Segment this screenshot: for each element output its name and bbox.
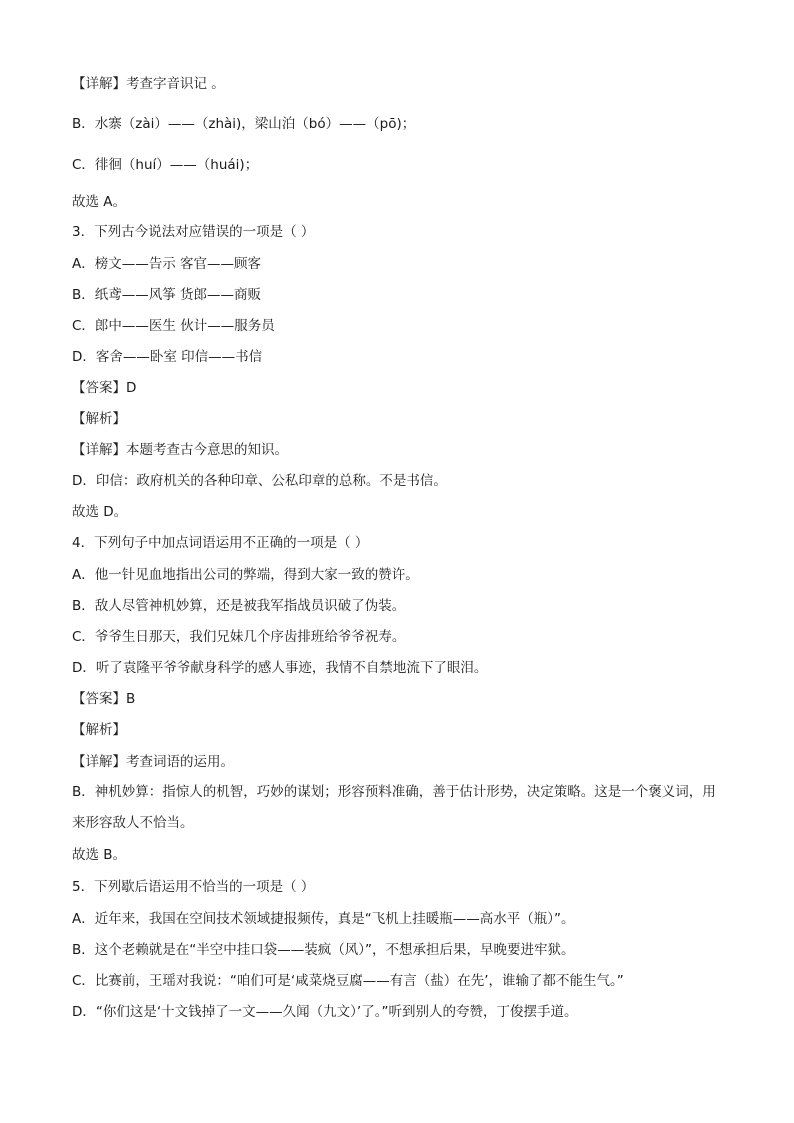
choice-conclusion: 故选 A。 — [72, 194, 127, 210]
analysis-label: 【解析】 — [72, 411, 126, 427]
explanation-line: D．印信：政府机关的各种印章、公私印章的总称。不是书信。 — [72, 473, 447, 489]
choice-conclusion: 故选 B。 — [72, 847, 127, 863]
answer-label: 【答案】D — [72, 380, 137, 396]
analysis-label: 【解析】 — [72, 722, 126, 738]
option-b: B．这个老赖就是在“半空中挂口袋——装疯（风）”，不想承担后果，早晚要进牢狱。 — [72, 942, 575, 958]
option-d: D．听了袁隆平爷爷献身科学的感人事迹，我情不自禁地流下了眼泪。 — [72, 660, 488, 676]
option-b: B．敌人尽管神机妙算，还是被我军指战员识破了伪装。 — [72, 598, 406, 614]
option-d: D．客舍——卧室 印信——书信 — [72, 349, 263, 365]
answer-label: 【答案】B — [72, 691, 136, 707]
option-d: D．“你们这是‘十文钱掉了一文——久闻（九文）’了。”听到别人的夸赞，丁俊摆手道。 — [72, 1004, 578, 1020]
option-b: B．纸鸢——风筝 货郎——商贩 — [72, 287, 262, 303]
explanation-paragraph: B．神机妙算：指惊人的机智，巧妙的谋划；形容预料准确，善于估计形势，决定策略。这是一个褒义词，用来形容敌人不恰当。 — [72, 784, 716, 831]
option-c: C．比赛前，王瑶对我说：“咱们可是‘咸菜烧豆腐——有言（盐）在先’，谁输了都不能生气。” — [72, 973, 624, 989]
question-stem: 3．下列古今说法对应错误的一项是（ ） — [72, 224, 315, 240]
detail-heading: 【详解】考查字音识记 。 — [72, 76, 225, 92]
answer-line: B．水寨（zài）——（zhài)，梁山泊（bó）——（pō)； — [72, 116, 416, 132]
detail-heading: 【详解】考查词语的运用。 — [72, 754, 234, 770]
option-c: C．爷爷生日那天，我们兄妹几个序齿排班给爷爷祝寿。 — [72, 629, 406, 645]
option-a: A．他一针见血地指出公司的弊端，得到大家一致的赞许。 — [72, 567, 419, 583]
answer-line: C．徘徊（huí）——（huái)； — [72, 157, 259, 173]
choice-conclusion: 故选 D。 — [72, 504, 128, 520]
question-stem: 4．下列句子中加点词语运用不正确的一项是（ ） — [72, 535, 369, 551]
option-a: A．近年来，我国在空间技术领域捷报频传，真是“飞机上挂暖瓶——高水平（瓶）”。 — [72, 911, 575, 927]
detail-heading: 【详解】本题考查古今意思的知识。 — [72, 442, 288, 458]
question-stem: 5．下列歇后语运用不恰当的一项是（ ） — [72, 879, 315, 895]
option-c: C．郎中——医生 伙计——服务员 — [72, 318, 275, 334]
option-a: A．榜文——告示 客官——顾客 — [72, 256, 262, 272]
